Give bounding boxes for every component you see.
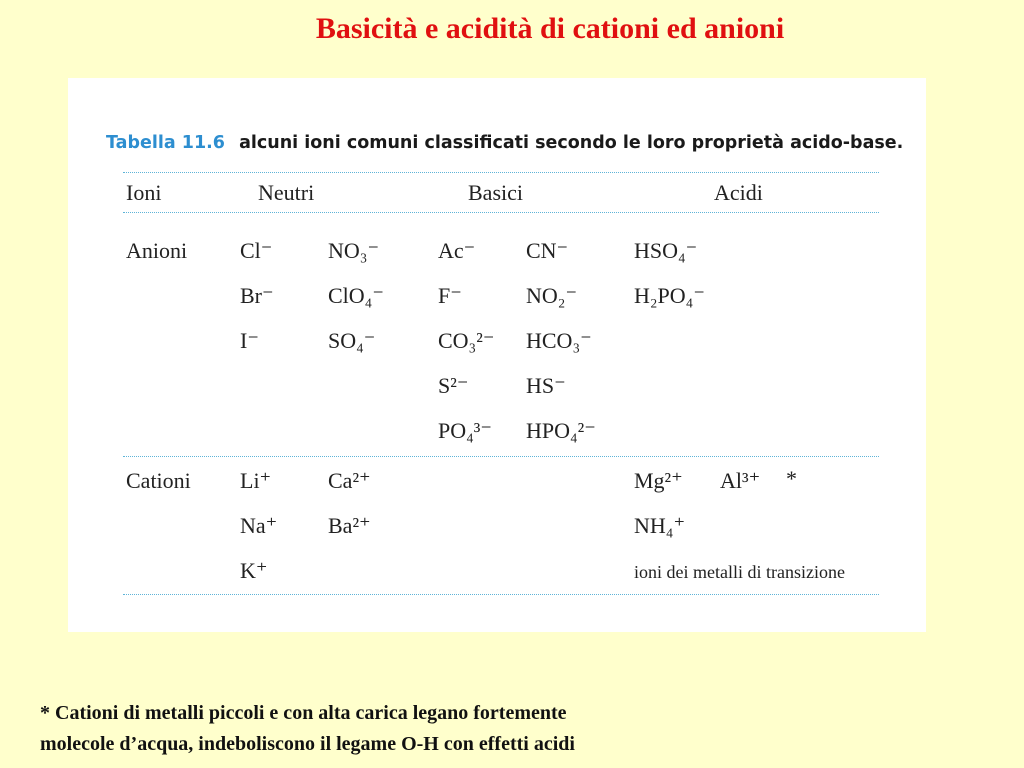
row-label-anioni: Anioni (126, 238, 188, 263)
ion-cell: Na⁺ (240, 513, 278, 538)
table-panel (68, 78, 926, 632)
ion-cell: K⁺ (240, 558, 268, 583)
footnote-line-2: molecole d’acqua, indeboliscono il legame O-H con effetti acidi (40, 733, 575, 755)
asterisk-marker: * (786, 466, 797, 491)
table-rule-header (123, 212, 879, 213)
transition-metal-ions: ioni dei metalli di transizione (634, 562, 845, 582)
ion-cell: Al³⁺ (720, 468, 761, 493)
header-basici: Basici (468, 180, 523, 205)
table-caption-label: Tabella 11.6 (106, 133, 225, 153)
header-acidi: Acidi (714, 180, 763, 205)
ion-cell: NH₄⁺ (634, 513, 686, 538)
ion-cell: Ba²⁺ (328, 513, 371, 538)
ion-cell: CO₃²⁻ (438, 328, 495, 353)
table-rule-bottom (123, 594, 879, 595)
ion-cell: HSO₄⁻ (634, 238, 698, 263)
ion-cell: Ca²⁺ (328, 468, 371, 493)
ion-cell: Cl⁻ (240, 238, 273, 263)
ion-cell: I⁻ (240, 328, 259, 353)
ion-cell: HPO₄²⁻ (526, 418, 596, 443)
ion-cell: H₂PO₄⁻ (634, 283, 705, 308)
ion-cell: Li⁺ (240, 468, 272, 493)
ion-cell: Mg²⁺ (634, 468, 683, 493)
ion-cell: Br⁻ (240, 283, 274, 308)
ion-cell: CN⁻ (526, 238, 569, 263)
ion-cell: HCO₃⁻ (526, 328, 592, 353)
table-rule-top (123, 172, 879, 173)
ion-cell: SO₄⁻ (328, 328, 376, 353)
ion-cell: HS⁻ (526, 373, 566, 398)
row-label-cationi: Cationi (126, 468, 191, 493)
table-caption (106, 133, 903, 153)
ion-cell: Ac⁻ (438, 238, 476, 263)
ion-cell: ClO₄⁻ (328, 283, 384, 308)
header-ioni: Ioni (126, 180, 162, 205)
ion-cell: S²⁻ (438, 373, 469, 398)
table-rule-middle (123, 456, 879, 457)
ion-cell: NO₃⁻ (328, 238, 380, 263)
header-neutri: Neutri (258, 180, 315, 205)
table-caption-text: alcuni ioni comuni classificati secondo le loro proprietà acido-base. (239, 133, 904, 153)
ion-cell: PO₄³⁻ (438, 418, 493, 443)
ion-cell: F⁻ (438, 283, 462, 308)
ion-cell: NO₂⁻ (526, 283, 578, 308)
slide-title: Basicità e acidità di cationi ed anioni (315, 12, 785, 45)
footnote (40, 698, 840, 760)
footnote-line-1: * Cationi di metalli piccoli e con alta carica legano fortemente (40, 702, 567, 724)
